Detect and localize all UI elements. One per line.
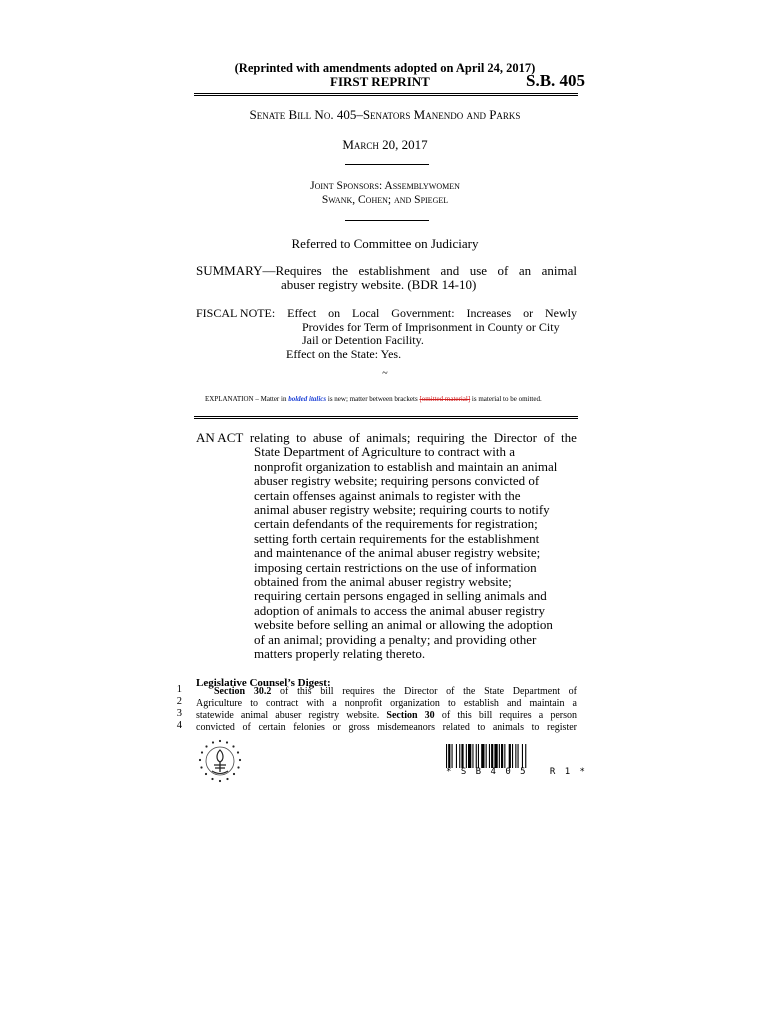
summary-word: use (469, 263, 488, 278)
act-title-line: imposing certain restrictions on the use of information (254, 559, 537, 575)
summary-line: abuser registry website. (BDR 14-10) (281, 277, 477, 292)
barcode-bar (515, 744, 516, 768)
explanation-text: is material to be omitted. (470, 395, 542, 403)
act-word: abuse (312, 430, 343, 445)
divider (345, 220, 429, 221)
act-word: AN ACT (196, 430, 244, 445)
act-title (196, 431, 577, 662)
barcode-bar (468, 744, 471, 768)
act-title-line: nonprofit organization to establish and maintain an animal (254, 458, 558, 474)
line-number: 1 (176, 684, 182, 695)
divider (345, 164, 429, 165)
barcode-bar (456, 744, 457, 768)
barcode-bar (512, 744, 513, 768)
act-word: requiring (417, 430, 465, 445)
summary-line (196, 264, 577, 278)
explanation-text: is new; matter between brackets (326, 395, 420, 403)
summary-word: and (440, 263, 460, 278)
barcode-bar (518, 744, 519, 768)
summary (196, 264, 577, 292)
bill-date: March 20, 2017 (342, 137, 428, 152)
act-title-line: certain offenses against animals to register with the (254, 487, 521, 503)
fiscal-word: or (523, 306, 534, 320)
act-title-line: State Department of Agriculture to contract with a (254, 444, 515, 460)
line-numbers (170, 684, 182, 732)
barcode-bar (452, 744, 453, 768)
barcode-bar (525, 744, 526, 768)
fiscal-word: FISCAL NOTE: (196, 306, 276, 320)
barcode-bar (446, 744, 447, 768)
act-title-line: website before selling an animal or allowing the adoption (254, 617, 553, 633)
barcode-bar (472, 744, 473, 768)
summary-word: SUMMARY—Requires (196, 263, 322, 278)
barcode-bar (481, 744, 484, 768)
new-matter-example: bolded italics (288, 395, 327, 403)
fiscal-word: Local (352, 306, 380, 320)
barcode-bar (489, 744, 490, 768)
fiscal-word: Effect (287, 306, 317, 320)
fiscal-note-line: Effect on the State: Yes. (286, 346, 402, 361)
explanation-rule (194, 416, 578, 422)
act-word: the (471, 430, 488, 445)
explanation-text: EXPLANATION – Matter in (205, 395, 289, 403)
header-rule (194, 93, 578, 99)
joint-sponsors (0, 179, 770, 207)
tilde-separator: ~ (382, 368, 388, 379)
fiscal-word: on (328, 306, 341, 320)
barcode-bar (509, 744, 511, 768)
explanation-note (205, 395, 542, 403)
summary-word: animal (541, 263, 577, 278)
act-title-line: adoption of animals to access the animal abuser registry (254, 602, 545, 618)
bill-number: S.B. 405 (526, 71, 586, 90)
section-ref: Section 30.2 (214, 686, 272, 697)
fiscal-note (196, 307, 577, 361)
act-title-line: and maintenance of the animal abuser registry website; (254, 545, 541, 561)
line-number: 3 (176, 708, 182, 719)
barcode-bar (486, 744, 487, 768)
fiscal-note-line: Jail or Detention Facility. (302, 333, 424, 347)
committee-referral: Referred to Committee on Judiciary (291, 236, 479, 251)
digest-line (196, 686, 577, 698)
act-word: of (349, 430, 360, 445)
act-title-line: obtained from the animal abuser registry website; (254, 574, 512, 590)
fiscal-note-line: Provides for Term of Imprisonment in County or City (302, 319, 560, 334)
act-title-line: animal abuser registry website; requiring courts to notify (254, 502, 550, 518)
barcode-bar (494, 744, 497, 768)
act-title-line: abuser registry website; requiring persons convicted of (254, 473, 540, 489)
summary-word: the (332, 263, 349, 278)
bill-title: Senate Bill No. 405–Senators Manendo and Parks (249, 107, 521, 122)
barcode-bar (476, 744, 477, 768)
act-word: of (543, 430, 555, 445)
omitted-matter-example: [omitted material] (419, 395, 471, 403)
digest-heading: Legislative Counsel’s Digest: (196, 677, 331, 689)
act-word: animals; (366, 430, 411, 445)
digest-text-run: of this bill requires a person (434, 710, 578, 721)
fiscal-word: Increases (466, 306, 512, 320)
act-title-line: of an animal; providing a penalty; and providing other (254, 631, 537, 647)
act-word: relating (249, 430, 290, 445)
digest-line (196, 710, 577, 722)
joint-sponsors-line: Swank, Cohen; and Spiegel (321, 194, 449, 206)
fiscal-word: Newly (544, 306, 577, 320)
barcode-bar (466, 744, 467, 768)
act-word: the (560, 430, 577, 445)
line-number: 4 (176, 720, 182, 731)
barcode-bar (459, 744, 460, 768)
summary-word: of (497, 263, 509, 278)
act-title-line (196, 431, 577, 445)
summary-word: establishment (358, 263, 431, 278)
digest-text-run: of this bill requires the Director of the State Department of (271, 686, 578, 697)
act-word: to (296, 430, 307, 445)
reprint-note: (Reprinted with amendments adopted on April 24, 2017) (234, 61, 536, 75)
digest-line: Agriculture to contract with a nonprofit organization to establish and maintain a (196, 698, 577, 709)
summary-word: an (518, 263, 532, 278)
barcode-label: * S B 4 0 5 R 1 * (446, 767, 587, 777)
barcode-bar (522, 744, 523, 768)
barcode-bar (499, 744, 500, 768)
barcode-bar (491, 744, 493, 768)
barcode-bar (504, 744, 505, 768)
act-title-line: requiring certain persons engaged in selling animals and (254, 588, 547, 604)
fiscal-note-line (196, 307, 577, 321)
nevada-state-seal-icon (197, 738, 243, 784)
digest-line: convicted of certain felonies or gross misdemeanors related to animals to register (196, 722, 577, 733)
barcode-bar (448, 744, 450, 768)
joint-sponsors-line: Joint Sponsors: Assemblywomen (310, 180, 460, 192)
barcode-icon (446, 744, 580, 768)
barcode-bar (478, 744, 479, 768)
digest-text-run: statewide animal abuser registry website. (196, 710, 387, 721)
first-reprint-label: FIRST REPRINT (330, 74, 430, 89)
line-number: 2 (176, 696, 182, 707)
barcode-bar (501, 744, 503, 768)
fiscal-word: Government: (391, 306, 455, 320)
barcode-bar (461, 744, 463, 768)
digest-text (196, 686, 577, 734)
act-word: Director (493, 430, 538, 445)
act-title-line: matters properly relating thereto. (254, 646, 426, 662)
section-ref: Section 30 (386, 710, 435, 721)
act-title-line: certain defendants of the requirements for registration; (254, 516, 538, 532)
act-title-line: setting forth certain requirements for the establishment (254, 530, 540, 546)
